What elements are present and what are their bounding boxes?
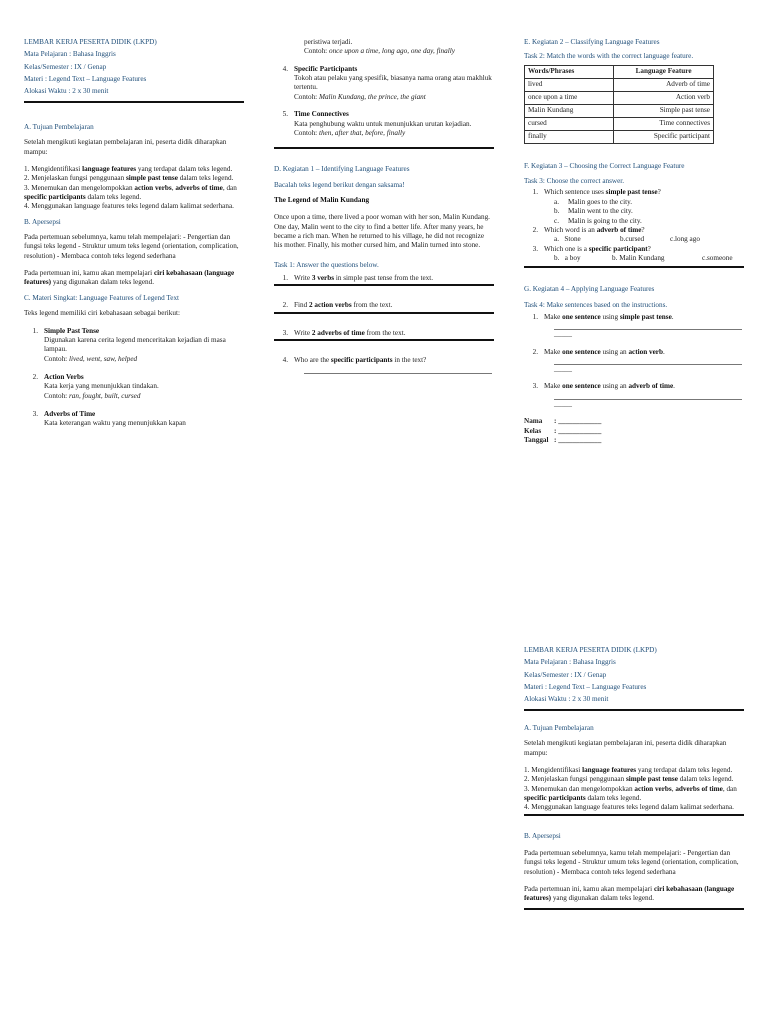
worksheet-title: LEMBAR KERJA PESERTA DIDIK (LKPD): [524, 646, 657, 654]
feature-desc-continued: peristiwa terjadi.: [304, 38, 353, 46]
objective-3: 3. Menemukan dan mengelompokkan action verbs, adverbs of time, dan specific participants dalam teks legend.: [524, 784, 737, 802]
subject-line: Mata Pelajaran : Bahasa Inggris: [524, 658, 616, 667]
table-row: [525, 91, 714, 104]
task-2-heading: Task 2: Match the words with the correct language feature.: [524, 52, 694, 61]
question-1: 1. Write 3 verbs in simple past tense from the text.: [282, 274, 434, 283]
section-divider: [274, 147, 494, 149]
writing-prompt-2: 2. Make one sentence using an action verb.: [532, 347, 665, 356]
matching-table: [524, 65, 714, 144]
feature-example: Contoh: then, after that, before, finally: [294, 128, 406, 137]
option-c[interactable]: c.long ago: [670, 235, 700, 244]
header-divider: [24, 101, 244, 103]
answer-blank[interactable]: _____: [554, 399, 572, 408]
objective-1: 1. Mengidentifikasi language features yang terdapat dalam teks legend.: [24, 164, 233, 173]
time-line: Alokasi Waktu : 2 x 30 menit: [24, 87, 109, 96]
feature-item: 5. Time Connectives Kata penghubung waktu untuk menunjukkan urutan kejadian. Contoh: then, after that, before, finally: [274, 110, 494, 138]
option-a[interactable]: a. Stone: [554, 235, 581, 244]
objective-2: 2. Menjelaskan fungsi penggunaan simple past tense dalam teks legend.: [24, 174, 234, 183]
section-b-heading: B. Apersepsi: [524, 831, 561, 840]
section-g-heading: G. Kegiatan 4 – Applying Language Features: [524, 285, 655, 294]
option-b[interactable]: b. Malin went to the city.: [554, 207, 633, 216]
feature-example: Contoh: Malin Kundang, the prince, the giant: [294, 92, 426, 101]
answer-blank[interactable]: _____: [554, 330, 572, 339]
material-line: Materi : Legend Text – Language Features: [524, 683, 647, 692]
task-4-heading: Task 4: Make sentences based on the instructions.: [524, 300, 668, 309]
objective-1: 1. Mengidentifikasi language features yang terdapat dalam teks legend.: [524, 765, 733, 774]
table-row: [525, 117, 714, 130]
section-divider: [524, 908, 744, 910]
table-cell: Malin Kundang: [525, 104, 614, 117]
subject-line: Mata Pelajaran : Bahasa Inggris: [24, 50, 116, 59]
mc-question-1: 1. Which sentence uses simple past tense?: [532, 188, 661, 197]
column-header: Language Feature: [614, 65, 714, 78]
feature-item: 2. Action Verbs Kata kerja yang menunjukkan tindakan. Contoh: ran, fought, built, cursed: [24, 373, 244, 401]
table-cell: lived: [525, 78, 614, 91]
mc-question-2: 2. Which word is an adverb of time?: [532, 225, 645, 234]
task-1-heading: Task 1: Answer the questions below.: [274, 260, 379, 269]
section-a-heading: A. Tujuan Pembelajaran: [24, 122, 94, 131]
table-cell: Specific participant: [614, 130, 714, 143]
option-c[interactable]: c. Malin is going to the city.: [554, 216, 642, 225]
objective-4: 4. Menggunakan language features teks legend dalam kalimat sederhana.: [524, 803, 734, 812]
table-cell: Adverb of time: [614, 78, 714, 91]
column-left: [24, 38, 244, 429]
feature-desc: Kata keterangan waktu yang menunjukkan kapan: [44, 419, 186, 428]
option-a[interactable]: a. Malin goes to the city.: [554, 197, 633, 206]
feature-item: 3. Adverbs of Time Kata keterangan waktu yang menunjukkan kapan: [24, 410, 244, 429]
table-header-row: [525, 65, 714, 78]
mc-options: [524, 254, 744, 263]
table-cell: Time connectives: [614, 117, 714, 130]
objective-4: 4. Menggunakan language features teks legend dalam kalimat sederhana.: [24, 202, 234, 211]
writing-prompt-3: 3. Make one sentence using an adverb of time.: [532, 382, 675, 391]
task-3-heading: Task 3: Choose the correct answer.: [524, 177, 625, 186]
table-cell: Simple past tense: [614, 104, 714, 117]
writing-prompt-1: 1. Make one sentence using simple past tense.: [532, 313, 674, 322]
answer-line[interactable]: [274, 284, 494, 286]
section-a-intro: Setelah mengikuti kegiatan pembelajaran ini, peserta didik diharapkan mampu:: [524, 739, 727, 757]
option-b[interactable]: b.cursed: [620, 235, 645, 244]
column-header: Words/Phrases: [525, 65, 614, 78]
date-field[interactable]: Tanggal : ____________: [524, 435, 602, 444]
name-field[interactable]: Nama : ____________: [524, 417, 602, 426]
apersepsi-paragraph-1: Pada pertemuan sebelumnya, kamu telah mempelajari: - Pengertian dan fungsi teks legend - Struktur umum teks legend (orientation, complication, resolution) - Membaca contoh teks legend sederhana: [24, 233, 239, 260]
column-right-page-2: [524, 646, 744, 910]
feature-example: Contoh: ran, fought, built, cursed: [44, 391, 141, 400]
time-line: Alokasi Waktu : 2 x 30 menit: [524, 695, 609, 704]
option-a[interactable]: b. a boy: [554, 253, 581, 262]
feature-title: Simple Past Tense: [44, 326, 100, 335]
mc-options: [524, 235, 744, 244]
feature-item: 1. Simple Past Tense Digunakan karena cerita legend menceritakan kejadian di masa lampau. Contoh: lived, went, saw, helped: [24, 327, 244, 364]
story-text: Once upon a time, there lived a poor woman with her son, Malin Kundang. One day, Malin went to the city to find a better life. After many years, he became a rich man. When he returned to his village, he did not recognize his mother. Finally, his mother cursed him, and Malin turned into stone.: [274, 213, 490, 250]
worksheet-title: LEMBAR KERJA PESERTA DIDIK (LKPD): [24, 38, 157, 46]
feature-title: Adverbs of Time: [44, 410, 96, 419]
feature-desc: Digunakan karena cerita legend menceritakan kejadian di masa lampau.: [44, 335, 226, 354]
feature-desc: Kata kerja yang menunjukkan tindakan.: [44, 382, 159, 391]
option-b[interactable]: b. Malin Kundang: [612, 253, 665, 262]
option-c[interactable]: c.someone: [702, 253, 733, 262]
material-line: Materi : Legend Text – Language Features: [24, 75, 147, 84]
question-3: 3. Write 2 adverbs of time from the text.: [282, 328, 406, 337]
table-row: [525, 78, 714, 91]
section-c-intro: Teks legend memiliki ciri kebahasaan sebagai berikut:: [24, 309, 180, 318]
class-line: Kelas/Semester : IX / Genap: [524, 670, 607, 679]
mc-options: [524, 198, 744, 226]
section-d-heading: D. Kegiatan 1 – Identifying Language Features: [274, 165, 410, 174]
section-c-heading: C. Materi Singkat: Language Features of Legend Text: [24, 293, 180, 302]
apersepsi-paragraph-2: Pada pertemuan ini, kamu akan mempelajari ciri kebahasaan (language features) yang digunakan dalam teks legend.: [524, 885, 735, 903]
table-row: [525, 104, 714, 117]
apersepsi-paragraph-1: Pada pertemuan sebelumnya, kamu telah mempelajari: - Pengertian dan fungsi teks legend - Struktur umum teks legend (orientation, complication, resolution) - Membaca contoh teks legend sederhana: [524, 849, 739, 876]
table-cell: finally: [525, 130, 614, 143]
section-b-heading: B. Apersepsi: [24, 217, 61, 226]
section-e-heading: E. Kegiatan 2 – Classifying Language Features: [524, 38, 660, 46]
objective-2: 2. Menjelaskan fungsi penggunaan simple past tense dalam teks legend.: [524, 775, 734, 784]
header-divider: [524, 709, 744, 711]
table-cell: Action verb: [614, 91, 714, 104]
apersepsi-paragraph-2: Pada pertemuan ini, kamu akan mempelajari ciri kebahasaan (language features) yang digunakan dalam teks legend.: [24, 269, 235, 287]
objective-3: 3. Menemukan dan mengelompokkan action verbs, adverbs of time, dan specific participants dalam teks legend.: [24, 183, 237, 201]
table-row: [525, 130, 714, 143]
section-a-intro: Setelah mengikuti kegiatan pembelajaran ini, peserta didik diharapkan mampu:: [24, 138, 227, 156]
feature-example: Contoh: lived, went, saw, helped: [44, 354, 138, 363]
answer-line[interactable]: [274, 339, 494, 341]
feature-desc: Kata penghubung waktu untuk menunjukkan urutan kejadian.: [294, 119, 472, 128]
question-2: 2. Find 2 action verbs from the text.: [282, 301, 393, 310]
question-4: 4. Who are the specific participants in the text?: [282, 356, 427, 365]
section-divider: [524, 814, 744, 816]
answer-line[interactable]: [274, 312, 494, 314]
feature-example: Contoh: once upon a time, long ago, one day, finally: [304, 47, 455, 56]
feature-title: Specific Participants: [294, 64, 358, 73]
feature-item: 4. Specific Participants Tokoh atau pelaku yang spesifik, biasanya nama orang atau makhluk tertentu. Contoh: Malin Kundang, the prince, the giant: [274, 65, 494, 102]
feature-title: Time Connectives: [294, 110, 349, 119]
story-title: The Legend of Malin Kundang: [274, 195, 370, 204]
class-line: Kelas/Semester : IX / Genap: [24, 62, 107, 71]
section-divider: [524, 266, 744, 268]
class-field[interactable]: Kelas : ____________: [524, 426, 602, 435]
feature-desc: Tokoh atau pelaku yang spesifik, biasanya nama orang atau makhluk tertentu.: [294, 74, 492, 92]
column-right: [524, 38, 744, 445]
identity-block: [524, 417, 744, 445]
answer-blank[interactable]: _____: [554, 365, 572, 374]
table-cell: once upon a time: [525, 91, 614, 104]
answer-line[interactable]: [304, 373, 492, 374]
section-f-heading: F. Kegiatan 3 – Choosing the Correct Language Feature: [524, 161, 685, 170]
reading-instruction: Bacalah teks legend berikut dengan saksama!: [274, 180, 405, 189]
section-a-heading: A. Tujuan Pembelajaran: [524, 723, 594, 732]
column-middle: [274, 38, 494, 374]
mc-question-3: 3. Which one is a specific participant?: [532, 244, 651, 253]
table-cell: cursed: [525, 117, 614, 130]
feature-title: Action Verbs: [44, 372, 84, 381]
